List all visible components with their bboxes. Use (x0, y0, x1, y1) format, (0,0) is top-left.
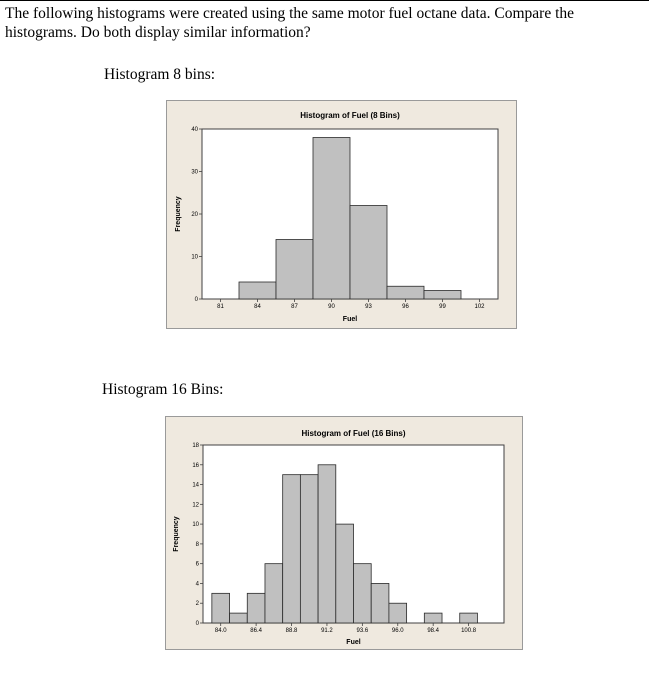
y-tick-label: 14 (192, 482, 199, 489)
x-tick-label: 96.0 (391, 628, 404, 634)
histogram-bar (387, 286, 424, 299)
histogram-bar (354, 564, 372, 623)
chart-svg (166, 417, 522, 649)
histogram-bar (283, 475, 301, 623)
x-tick-label: 99 (439, 304, 446, 310)
x-tick-label: 84 (254, 304, 261, 310)
y-tick-label: 20 (191, 212, 198, 218)
histogram-bar (350, 206, 387, 300)
histogram-bar (336, 524, 354, 623)
top-rule (0, 0, 649, 1)
y-tick-label: 30 (191, 169, 198, 176)
x-tick-label: 87 (291, 304, 298, 310)
histogram-8-bins-panel (166, 100, 517, 329)
y-tick-label: 8 (195, 541, 199, 548)
question-text: The following histograms were created using the same motor fuel octane data. Compare the histograms. Do both display similar information? (5, 5, 575, 41)
histogram-bar (265, 564, 283, 623)
histogram-16-bins-label: Histogram 16 Bins: (102, 381, 224, 398)
x-tick-label: 84.0 (214, 628, 227, 634)
y-tick-label: 0 (195, 621, 199, 627)
x-tick-label: 93.6 (356, 628, 369, 634)
x-tick-label: 86.4 (250, 628, 262, 634)
histogram-8-bins-label: Histogram 8 bins: (104, 66, 216, 83)
histogram-bar (239, 282, 276, 299)
y-tick-label: 40 (191, 127, 198, 133)
y-tick-label: 18 (192, 443, 199, 449)
x-tick-label: 88.8 (285, 628, 298, 634)
histogram-bar (371, 583, 389, 623)
histogram-16-bins-panel (165, 416, 523, 650)
x-tick-label: 100.8 (461, 628, 477, 634)
y-tick-label: 2 (195, 601, 199, 608)
y-tick-label: 4 (195, 581, 199, 588)
histogram-bar (247, 593, 265, 623)
y-tick-label: 0 (194, 297, 198, 303)
histogram-bar (389, 603, 407, 623)
x-tick-label: 102 (474, 304, 485, 310)
y-tick-label: 6 (195, 561, 199, 568)
histogram-bar (424, 291, 461, 300)
histogram-bar (313, 138, 350, 300)
y-axis-label: Frequency (175, 196, 182, 232)
x-tick-label: 81 (217, 304, 224, 310)
histogram-bar (424, 613, 442, 623)
chart-title: Histogram of Fuel (16 Bins) (301, 429, 406, 438)
y-tick-label: 10 (192, 522, 199, 529)
x-tick-label: 91.2 (321, 628, 333, 634)
histogram-bar (276, 240, 313, 300)
x-tick-label: 93 (365, 304, 372, 310)
y-tick-label: 16 (192, 462, 199, 469)
x-axis-label: Fuel (346, 639, 361, 646)
x-tick-label: 90 (328, 304, 335, 310)
y-tick-label: 12 (192, 502, 199, 509)
y-tick-label: 10 (191, 254, 198, 261)
histogram-bar (460, 613, 478, 623)
histogram-bar (230, 613, 248, 623)
x-axis-label: Fuel (342, 316, 358, 323)
histogram-bar (300, 475, 318, 623)
x-tick-label: 96 (402, 304, 409, 310)
y-axis-label: Frequency (173, 516, 180, 552)
histogram-bar (318, 465, 336, 623)
chart-title: Histogram of Fuel (8 Bins) (300, 111, 400, 120)
chart-svg (167, 101, 516, 328)
histogram-bar (212, 593, 230, 623)
x-tick-label: 98.4 (427, 628, 440, 634)
